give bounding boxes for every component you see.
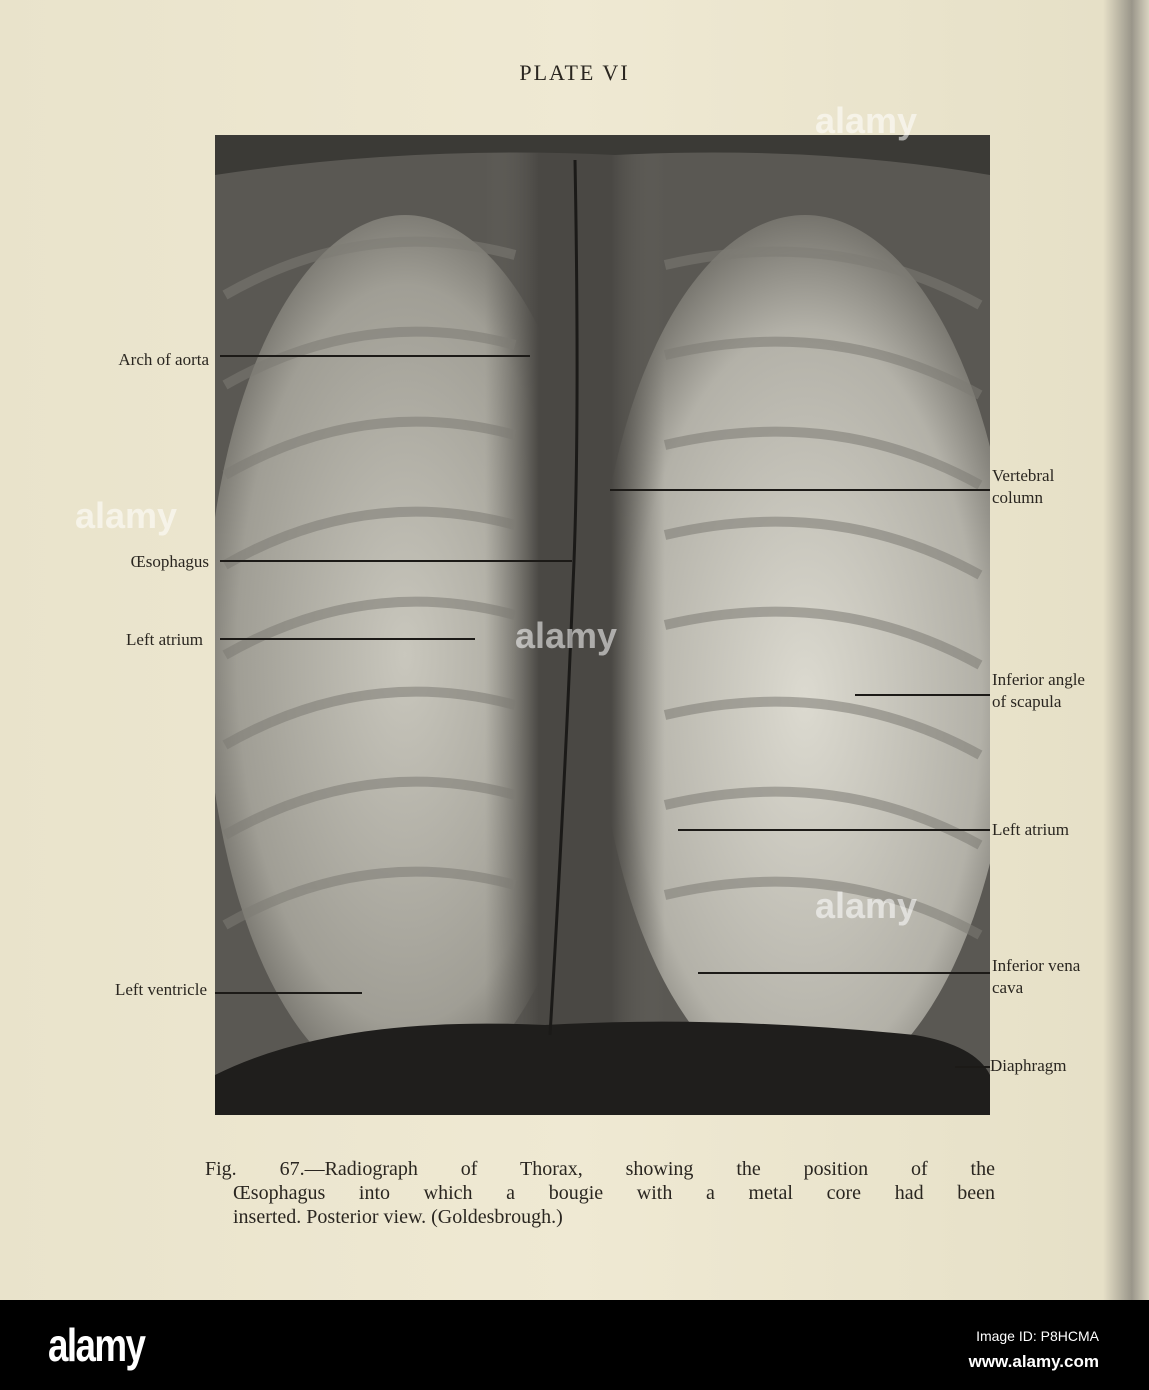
watermark: alamy bbox=[75, 495, 178, 536]
watermark: alamy bbox=[815, 885, 918, 926]
alamy-logo: alamy bbox=[48, 1319, 145, 1371]
label-left-ventricle: Left ventricle bbox=[114, 980, 207, 999]
leader-line bbox=[215, 992, 362, 994]
site-link[interactable]: www.alamy.com bbox=[968, 1352, 1099, 1371]
leader-line bbox=[220, 560, 572, 562]
leader-line bbox=[678, 829, 990, 831]
plate-title: PLATE VI bbox=[519, 60, 630, 85]
image-id: Image ID: P8HCMA bbox=[976, 1328, 1099, 1344]
leader-line bbox=[955, 1066, 990, 1068]
label-inferior-vena-cava bbox=[992, 955, 1080, 999]
label-line: of scapula bbox=[992, 692, 1062, 711]
label-line: column bbox=[992, 488, 1043, 507]
label-line: Vertebral bbox=[992, 466, 1055, 485]
label-diaphragm: Diaphragm bbox=[990, 1056, 1067, 1075]
footer-bar bbox=[0, 1300, 1149, 1390]
label-left-atrium-right: Left atrium bbox=[992, 820, 1069, 839]
label-left-atrium-left: Left atrium bbox=[126, 630, 203, 649]
label-inferior-angle-of-scapula bbox=[992, 669, 1085, 713]
label-line: Inferior vena bbox=[992, 956, 1081, 975]
figure-caption bbox=[205, 1157, 995, 1229]
watermark: alamy bbox=[815, 100, 918, 141]
caption-line: Œsophagus into which a bougie with a metal core had been bbox=[233, 1182, 995, 1204]
leader-line bbox=[698, 972, 990, 974]
leader-line bbox=[610, 489, 990, 491]
watermark: alamy bbox=[515, 615, 618, 656]
label-arch-of-aorta: Arch of aorta bbox=[118, 350, 209, 369]
leader-line bbox=[855, 694, 990, 696]
caption-line: Fig. 67.—Radiograph of Thorax, showing the position of the bbox=[205, 1158, 995, 1180]
leader-line bbox=[220, 638, 475, 640]
caption-line: inserted. Posterior view. (Goldesbrough.) bbox=[233, 1206, 563, 1228]
label-vertebral-column bbox=[992, 465, 1054, 509]
label-line: cava bbox=[992, 978, 1024, 997]
label-oesophagus: Œsophagus bbox=[130, 552, 209, 571]
leader-line bbox=[220, 355, 530, 357]
label-line: Inferior angle bbox=[992, 670, 1085, 689]
